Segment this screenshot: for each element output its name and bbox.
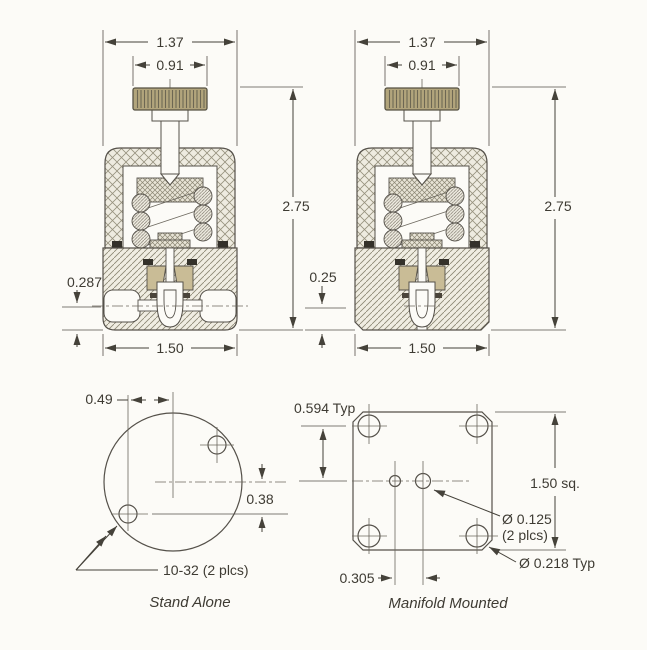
dim-corner-hole-offset: 0.594 Typ: [294, 400, 356, 416]
manifold-bottom-dimensions: [294, 400, 595, 586]
dim-height-left: 2.75: [282, 198, 310, 214]
dim-port-spacing: 0.305: [339, 570, 375, 586]
manifold-bottom-view: [294, 400, 595, 612]
stand-alone-bottom-view: [76, 391, 288, 611]
manifold-base: [355, 248, 489, 330]
dim-height-right: 2.75: [544, 198, 572, 214]
manifold-section-view: [305, 30, 572, 356]
valve-upper-assembly: [105, 79, 235, 248]
valve-upper-assembly: [357, 79, 487, 248]
dim-step-height: 0.25: [309, 269, 337, 285]
stand-alone-base: [92, 248, 248, 330]
dim-top-width-right: 1.37: [408, 34, 436, 50]
dim-hole-offset-y: 0.38: [246, 491, 274, 507]
dim-base-width-right: 1.50: [408, 340, 436, 356]
caption-manifold-mounted: Manifold Mounted: [388, 595, 508, 612]
dim-port-height: 0.287: [66, 274, 102, 290]
corner-hole-dia-callout: Ø 0.218 Typ: [519, 555, 596, 571]
stand-alone-bottom-dimensions: [76, 391, 274, 578]
thread-callout: 10-32 (2 plcs): [163, 562, 249, 578]
dim-hole-offset-x: 0.49: [85, 391, 113, 407]
caption-stand-alone: Stand Alone: [149, 594, 231, 611]
dim-square-size: 1.50 sq.: [530, 475, 580, 491]
dim-top-width-left: 1.37: [156, 34, 184, 50]
stand-alone-section-view: [62, 30, 310, 356]
poppet: [416, 290, 428, 318]
port-dia-callout-line2: (2 plcs): [502, 527, 548, 543]
dim-knob-width-left: 0.91: [156, 57, 184, 73]
poppet: [164, 290, 176, 318]
dim-knob-width-right: 0.91: [408, 57, 436, 73]
dim-base-width-left: 1.50: [156, 340, 184, 356]
port-dia-callout-line1: Ø 0.125: [502, 511, 552, 527]
